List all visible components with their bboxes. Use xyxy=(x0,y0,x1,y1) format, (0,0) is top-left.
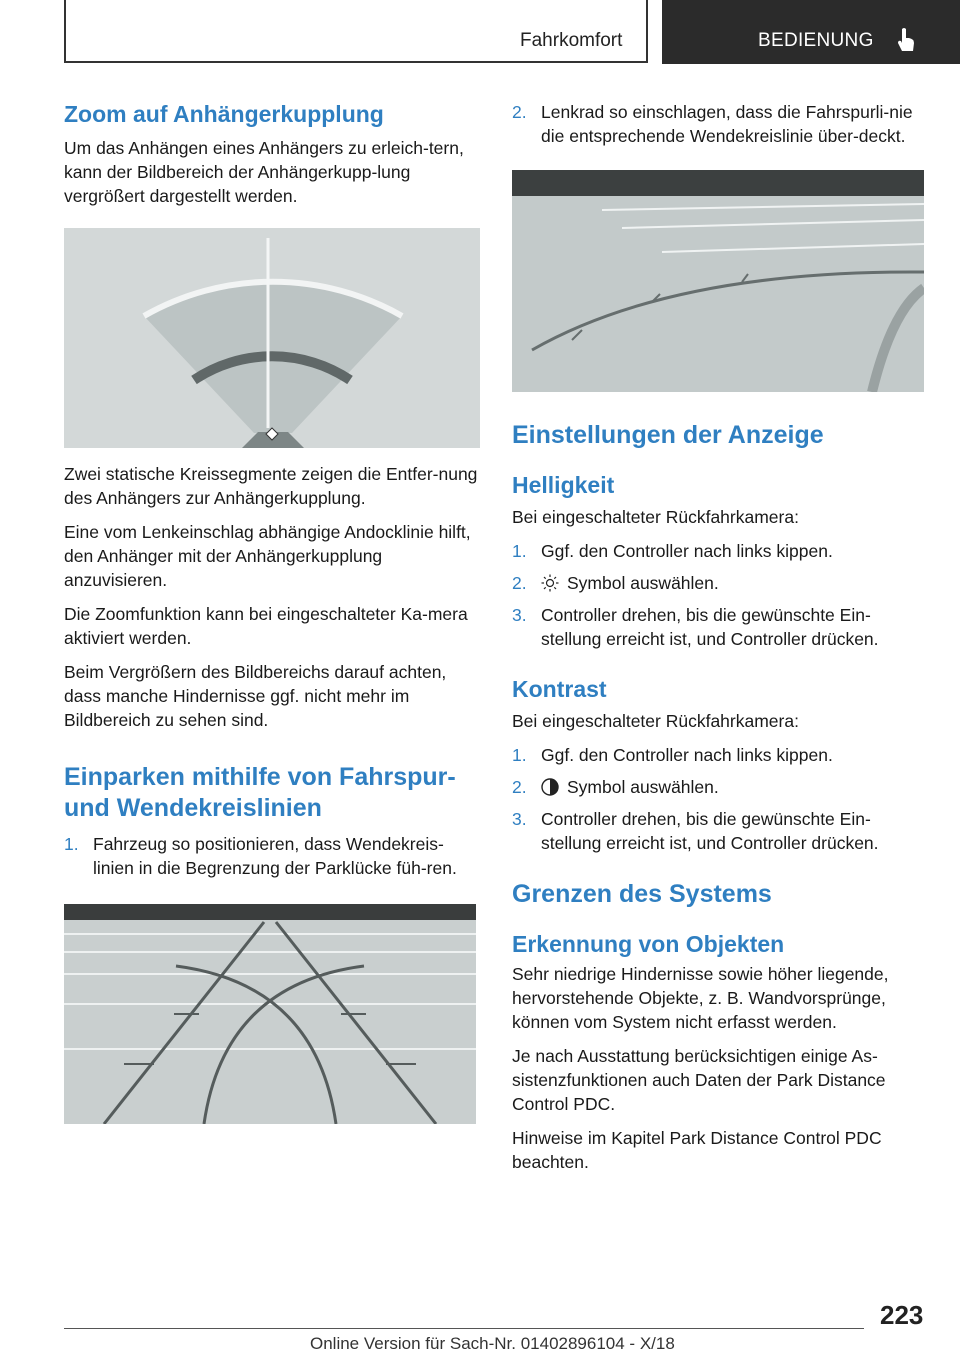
step-text: Symbol auswählen. xyxy=(567,573,719,593)
objects-para-3: Hinweise im Kapitel Park Distance Control PDC beachten. xyxy=(512,1128,882,1172)
step-text: Ggf. den Controller nach links kippen. xyxy=(541,541,833,561)
hitch-zoom-image xyxy=(64,228,480,448)
step-text: Controller drehen, bis die gewünschte Ein-stellung erreicht ist, und Controller drücken. xyxy=(541,605,879,649)
step-text: Controller drehen, bis die gewünschte Ein-stellung erreicht ist, und Controller drücken. xyxy=(541,809,879,853)
parking-heading: Einparken mithilfe von Fahrspur- und Wendekreislinien xyxy=(64,763,456,822)
step-number: 2. xyxy=(512,573,527,593)
contrast-icon xyxy=(541,778,559,796)
zoom-text: Um das Anhängen eines Anhängers zu erleich-tern, kann der Bildbereich der Anhängerkupp-lung vergrößert dargestellt werden. xyxy=(64,138,464,206)
objects-para-2: Je nach Ausstattung berücksichtigen einige As-sistenzfunktionen auch Daten der Park Distance Control PDC. xyxy=(512,1046,886,1114)
list-item xyxy=(512,807,924,855)
para-segments: Zwei statische Kreissegmente zeigen die Entfer-nung des Anhängers zur Anhängerkupplung. xyxy=(64,464,478,508)
page-number: 223 xyxy=(880,1300,924,1330)
step-text: Ggf. den Controller nach links kippen. xyxy=(541,745,833,765)
para-zoom-function: Die Zoomfunktion kann bei eingeschalteter Ka-mera aktiviert werden. xyxy=(64,604,468,648)
step-number: 1. xyxy=(512,745,527,765)
objects-heading: Erkennung von Objekten xyxy=(512,931,785,957)
step-text: Symbol auswählen. xyxy=(567,777,719,797)
header-chapter-label: BEDIENUNG xyxy=(758,30,874,51)
zoom-heading: Zoom auf Anhängerkupplung xyxy=(64,101,384,127)
settings-heading: Einstellungen der Anzeige xyxy=(512,421,824,449)
header-section-title: Fahrkomfort xyxy=(520,30,623,51)
step-number: 1. xyxy=(64,834,79,854)
objects-para-1: Sehr niedrige Hindernisse sowie höher liegende, hervorstehende Objekte, z. B. Wandvorsprünge, können vom System nicht erfasst werden. xyxy=(512,964,889,1032)
sun-icon xyxy=(541,574,559,592)
brightness-intro: Bei eingeschalteter Rückfahrkamera: xyxy=(512,507,799,527)
step-number: 1. xyxy=(512,541,527,561)
left-column xyxy=(64,100,482,1124)
step-text: Fahrzeug so positionieren, dass Wendekreis-linien in die Begrenzung der Parklücke füh-ren. xyxy=(93,834,457,878)
footer-divider xyxy=(64,1328,864,1329)
list-item xyxy=(64,832,482,880)
list-item xyxy=(512,603,924,651)
list-item xyxy=(512,743,924,767)
limits-heading: Grenzen des Systems xyxy=(512,880,772,908)
list-item xyxy=(512,775,924,799)
list-item xyxy=(512,100,924,148)
turning-circle-image xyxy=(64,904,476,1124)
pointing-hand-icon xyxy=(896,27,916,53)
step-number: 3. xyxy=(512,809,527,829)
step-text: Lenkrad so einschlagen, dass die Fahrspurli-nie die entsprechende Wendekreislinie über-deckt. xyxy=(541,102,913,146)
step-number: 3. xyxy=(512,605,527,625)
para-obstacles: Beim Vergrößern des Bildbereichs darauf achten, dass manche Hindernisse ggf. nicht mehr im Bildbereich zu sehen sind. xyxy=(64,662,447,730)
contrast-heading: Kontrast xyxy=(512,676,607,702)
list-item xyxy=(512,539,924,563)
steering-overlay-image xyxy=(512,170,924,392)
step-number: 2. xyxy=(512,102,527,122)
list-item xyxy=(512,571,924,595)
right-column xyxy=(512,100,924,1174)
header-chapter-tab xyxy=(662,0,960,64)
contrast-intro: Bei eingeschalteter Rückfahrkamera: xyxy=(512,711,799,731)
brightness-heading: Helligkeit xyxy=(512,472,615,498)
para-docking-line: Eine vom Lenkeinschlag abhängige Andocklinie hilft, den Anhänger mit der Anhängerkupplung anzuvisieren. xyxy=(64,522,471,590)
footer-online-version: Online Version für Sach-Nr. 01402896104 - X/18 xyxy=(310,1334,675,1353)
step-number: 2. xyxy=(512,777,527,797)
